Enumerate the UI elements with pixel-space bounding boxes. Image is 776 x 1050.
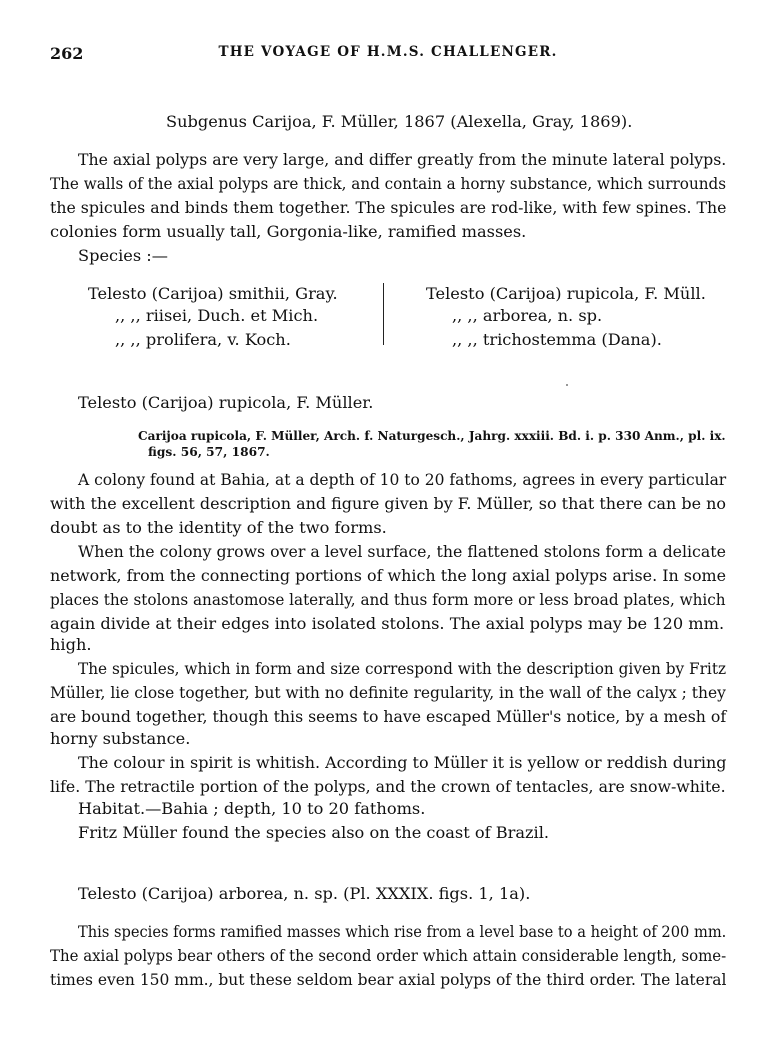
speck-mark (566, 384, 568, 386)
arborea-paragraph-line: The axial polyps bear others of the second order which attain considerable length, some- (50, 946, 727, 965)
species-right-item: ,, ,, trichostemma (Dana). (452, 330, 662, 349)
intro-line: The walls of the axial polyps are thick, and contain a horny substance, which surrounds (50, 174, 726, 193)
running-head: THE VOYAGE OF H.M.S. CHALLENGER. (218, 44, 558, 60)
intro-line: The axial polyps are very large, and differ greatly from the minute lateral polyps. (78, 150, 727, 169)
arborea-heading: Telesto (Carijoa) arborea, n. sp. (Pl. XXXIX. figs. 1, 1a). (78, 884, 531, 903)
arborea-paragraph-line: times even 150 mm., but these seldom bear axial polyps of the third order. The lateral (50, 970, 727, 989)
rupicola-paragraph-line: high. (50, 635, 92, 654)
rupicola-paragraph-line: A colony found at Bahia, at a depth of 10 to 20 fathoms, agrees in every particular (78, 470, 727, 489)
rupicola-paragraph-line: The spicules, which in form and size correspond with the description given by Fritz (78, 659, 727, 678)
intro-line: the spicules and binds them together. The spicules are rod-like, with few spines. The (50, 198, 727, 217)
subgenus-heading: Subgenus Carijoa, F. Müller, 1867 (Alexella, Gray, 1869). (166, 112, 633, 131)
rupicola-paragraph-line: Fritz Müller found the species also on the coast of Brazil. (78, 823, 550, 842)
rupicola-paragraph-line: are bound together, though this seems to have escaped Müller's notice, by a mesh of (50, 707, 727, 726)
species-left-item: Telesto (Carijoa) smithii, Gray. (88, 284, 338, 303)
rupicola-paragraph-line: life. The retractile portion of the polyps, and the crown of tentacles, are snow-white. (50, 777, 726, 796)
rupicola-paragraph-line: network, from the connecting portions of which the long axial polyps arise. In some (50, 566, 727, 585)
rupicola-reference: Carijoa rupicola, F. Müller, Arch. f. Naturgesch., Jahrg. xxxiii. Bd. i. p. 330 Anm., pl. ix. (138, 429, 726, 443)
species-right-item: Telesto (Carijoa) rupicola, F. Müll. (426, 284, 706, 303)
rupicola-paragraph-line: doubt as to the identity of the two forms. (50, 518, 387, 537)
page-number: 262 (50, 44, 84, 63)
rupicola-paragraph-line: places the stolons anastomose laterally, and thus form more or less broad plates, which (50, 590, 726, 609)
rupicola-paragraph-line: again divide at their edges into isolated stolons. The axial polyps may be 120 mm. (50, 614, 725, 633)
rupicola-paragraph-line: When the colony grows over a level surface, the flattened stolons form a delicate (78, 542, 726, 561)
rupicola-paragraph-line: Müller, lie close together, but with no definite regularity, in the wall of the calyx ; they (50, 683, 726, 702)
arborea-paragraph-line: This species forms ramified masses which rise from a level base to a height of 200 mm. (78, 922, 727, 941)
rupicola-paragraph-line: horny substance. (50, 729, 191, 748)
species-left-item: ,, ,, riisei, Duch. et Mich. (115, 306, 319, 325)
species-right-item: ,, ,, arborea, n. sp. (452, 306, 603, 325)
intro-line: colonies form usually tall, Gorgonia-like, ramified masses. (50, 222, 527, 241)
species-label: Species :— (78, 246, 168, 265)
page-header (50, 44, 726, 68)
species-left-item: ,, ,, prolifera, v. Koch. (115, 330, 291, 349)
species-divider (383, 283, 384, 345)
rupicola-paragraph-line: with the excellent description and figure given by F. Müller, so that there can be no (50, 494, 726, 513)
rupicola-paragraph-line: The colour in spirit is whitish. According to Müller it is yellow or reddish during (78, 753, 727, 772)
rupicola-paragraph-line: Habitat.—Bahia ; depth, 10 to 20 fathoms. (78, 799, 426, 818)
rupicola-heading: Telesto (Carijoa) rupicola, F. Müller. (78, 393, 374, 412)
rupicola-reference: figs. 56, 57, 1867. (148, 445, 270, 459)
